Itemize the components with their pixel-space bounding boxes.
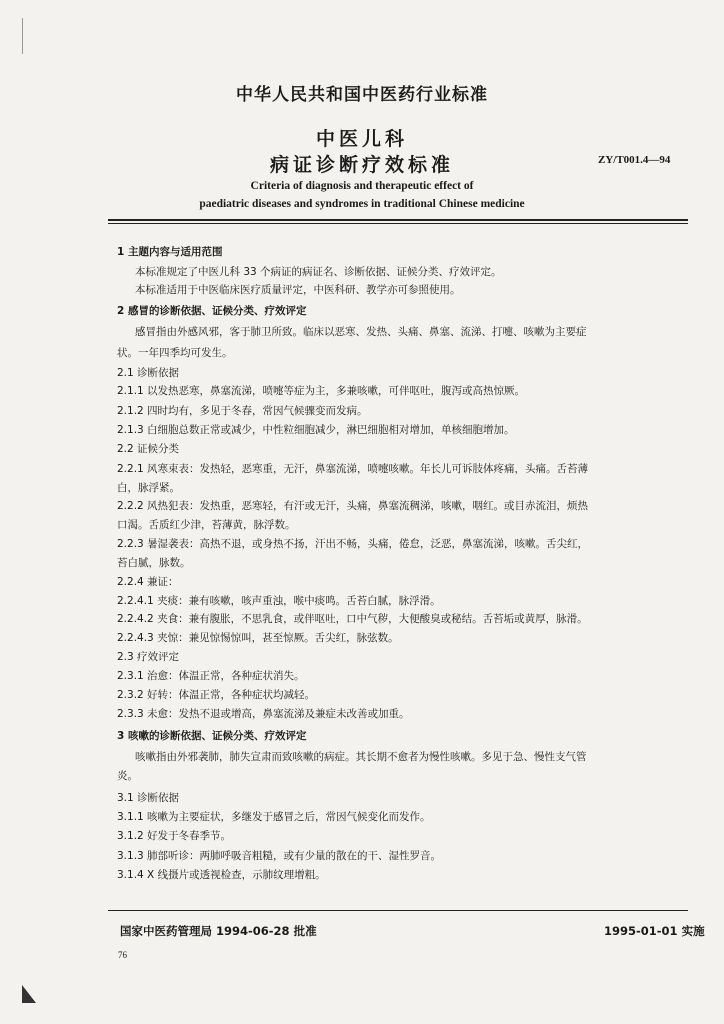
english-title-line-1: Criteria of diagnosis and therapeutic effect of bbox=[250, 180, 474, 192]
body-text-line: 2.2.4.3 夹惊：兼见惊惕惊叫，甚至惊厥。舌尖红，脉弦数。 bbox=[117, 632, 399, 644]
body-text-line: 2.2.4 兼证： bbox=[117, 576, 179, 588]
section-heading: 3 咳嗽的诊断依据、证候分类、疗效评定 bbox=[117, 730, 307, 742]
body-text-line: 白，脉浮紧。 bbox=[117, 482, 180, 494]
body-text-line: 本标准规定了中医儿科 33 个病证的病证名、诊断依据、证候分类、疗效评定。 bbox=[135, 266, 502, 278]
body-text-line: 2.3.1 治愈：体温正常，各种症状消失。 bbox=[117, 670, 305, 682]
english-title-line-2: paediatric diseases and syndromes in traditional Chinese medicine bbox=[199, 198, 525, 210]
page-number: 76 bbox=[118, 950, 127, 960]
header-rule bbox=[108, 219, 688, 221]
body-text-line: 2.2.3 暑湿袭表：高热不退，或身热不扬，汗出不畅，头痛，倦怠，泛恶，鼻塞流涕，咳嗽。舌尖红， bbox=[117, 538, 589, 550]
body-text-line: 炎。 bbox=[117, 770, 138, 782]
body-text-line: 3.1 诊断依据 bbox=[117, 792, 180, 804]
body-text-line: 3.1.1 咳嗽为主要症状，多继发于感冒之后，常因气候变化而发作。 bbox=[117, 811, 431, 823]
title-line-1: 中医儿科 bbox=[315, 128, 408, 150]
body-text-line: 状。一年四季均可发生。 bbox=[117, 347, 233, 359]
body-text-line: 感冒指由外感风邪，客于肺卫所致。临床以恶寒、发热、头痛、鼻塞、流涕、打嚏、咳嗽为主要症 bbox=[135, 326, 587, 338]
footer-rule bbox=[108, 910, 688, 911]
body-text-line: 2.2.4.1 夹痰：兼有咳嗽，咳声重浊，喉中痰鸣。舌苔白腻，脉浮滑。 bbox=[117, 595, 441, 607]
body-text-line: 2.2.4.2 夹食：兼有腹胀，不思乳食，或伴呕吐，口中气秽，大便酸臭或秘结。舌苔垢或黄厚，脉滑。 bbox=[117, 613, 588, 625]
section-heading: 2 感冒的诊断依据、证候分类、疗效评定 bbox=[117, 305, 307, 317]
body-text-line: 2.2.1 风寒束表：发热轻，恶寒重，无汗，鼻塞流涕，喷嚏咳嗽。年长儿可诉肢体疼痛，头痛。舌苔薄 bbox=[117, 463, 589, 475]
body-text-line: 2.1.2 四时均有，多见于冬春，常因气候骤变而发病。 bbox=[117, 405, 368, 417]
body-text-line: 3.1.3 肺部听诊：两肺呼吸音粗糙，或有少量的散在的干、湿性罗音。 bbox=[117, 850, 442, 862]
body-text-line: 本标准适用于中医临床医疗质量评定，中医科研、教学亦可参照使用。 bbox=[135, 284, 461, 296]
body-text-line: 2.2 证候分类 bbox=[117, 443, 180, 455]
body-text-line: 3.1.4 X 线摄片或透视检查，示肺纹理增粗。 bbox=[117, 869, 326, 881]
standard-code: ZY/T001.4—94 bbox=[598, 154, 671, 166]
body-text-line: 2.1.1 以发热恶寒，鼻塞流涕，喷嚏等症为主，多兼咳嗽，可伴呕吐，腹泻或高热惊厥。 bbox=[117, 385, 526, 397]
body-text-line: 口渴。舌质红少津，苔薄黄，脉浮数。 bbox=[117, 519, 296, 531]
issuing-organization: 中华人民共和国中医药行业标准 bbox=[236, 85, 488, 105]
title-line-2: 病证诊断疗效标准 bbox=[269, 154, 454, 176]
body-text-line: 2.3.3 未愈：发热不退或增高，鼻塞流涕及兼症未改善或加重。 bbox=[117, 708, 410, 720]
body-text-line: 2.2.2 风热犯表：发热重，恶寒轻，有汗或无汗，头痛，鼻塞流稠涕，咳嗽，咽红。或目赤流泪，烦热 bbox=[117, 500, 589, 512]
body-text-line: 2.1 诊断依据 bbox=[117, 367, 180, 379]
body-text-line: 2.3.2 好转：体温正常，各种症状均减轻。 bbox=[117, 689, 316, 701]
effective-date: 1995-01-01 实施 bbox=[604, 924, 705, 938]
body-text-line: 咳嗽指由外邪袭肺，肺失宣肃而致咳嗽的病症。其长期不愈者为慢性咳嗽。多见于急、慢性支气管 bbox=[135, 751, 587, 763]
approval-note: 国家中医药管理局 1994-06-28 批准 bbox=[120, 924, 317, 938]
body-text-line: 2.1.3 白细胞总数正常或减少，中性粒细胞减少，淋巴细胞相对增加，单核细胞增加。 bbox=[117, 424, 515, 436]
body-text-line: 2.3 疗效评定 bbox=[117, 651, 180, 663]
header-rule-thin bbox=[108, 223, 688, 224]
body-text-line: 3.1.2 好发于冬春季节。 bbox=[117, 830, 232, 842]
scan-artifact bbox=[22, 18, 23, 54]
body-text-line: 苔白腻，脉数。 bbox=[117, 557, 191, 569]
section-heading: 1 主题内容与适用范围 bbox=[117, 246, 223, 258]
scan-artifact-corner bbox=[22, 985, 36, 1003]
